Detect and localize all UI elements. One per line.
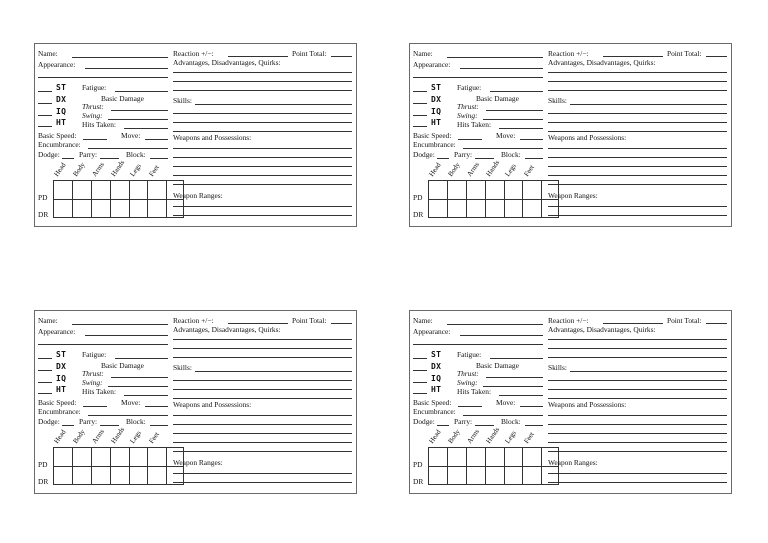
- weapons-line[interactable]: [173, 442, 352, 443]
- reaction-field[interactable]: [228, 56, 288, 57]
- hit-location-body: Body: [71, 160, 87, 178]
- weapon-ranges-line[interactable]: [548, 473, 727, 474]
- hit-location-arms: Arms: [90, 160, 106, 178]
- basic-speed-label: Basic Speed:: [413, 398, 452, 407]
- hit-location-head: Head: [52, 428, 68, 445]
- name-field[interactable]: [72, 57, 168, 58]
- dx-field[interactable]: [413, 103, 427, 104]
- hit-location-body: Body: [71, 427, 87, 445]
- reaction-field[interactable]: [603, 323, 663, 324]
- encumbrance-field[interactable]: [88, 148, 168, 149]
- encumbrance-field[interactable]: [463, 148, 543, 149]
- ht-field[interactable]: [413, 393, 427, 394]
- pd-label: PD: [38, 460, 48, 469]
- hits-taken-label: Hits Taken:: [457, 120, 492, 129]
- weapons-line[interactable]: [548, 175, 727, 176]
- hit-location-head: Head: [52, 161, 68, 178]
- weapons-label: Weapons and Possessions:: [173, 400, 252, 409]
- weapons-line[interactable]: [173, 175, 352, 176]
- point-total-field[interactable]: [331, 56, 352, 57]
- dodge-label: Dodge:: [413, 417, 435, 426]
- appearance-label: Appearance:: [38, 327, 76, 336]
- hits-taken-field[interactable]: [124, 395, 168, 396]
- weapons-line[interactable]: [548, 424, 727, 425]
- ht-label: HT: [431, 385, 442, 394]
- weapon-ranges-label: Weapon Ranges:: [173, 191, 223, 200]
- weapons-line[interactable]: [548, 166, 727, 167]
- reaction-label: Reaction +/−:: [548, 49, 589, 58]
- pd-label: PD: [413, 193, 423, 202]
- weapons-line[interactable]: [548, 184, 727, 185]
- advantages-line[interactable]: [173, 90, 352, 91]
- advantages-line[interactable]: [548, 90, 727, 91]
- iq-field[interactable]: [38, 115, 52, 116]
- basic-damage-label: Basic Damage: [101, 94, 144, 103]
- appearance-label: Appearance:: [413, 60, 451, 69]
- appearance-field[interactable]: [85, 68, 168, 69]
- weapons-line[interactable]: [548, 148, 727, 149]
- swing-label: Swing:: [457, 378, 478, 387]
- advantages-line[interactable]: [548, 339, 727, 340]
- hit-location-arms: Arms: [90, 427, 106, 445]
- weapons-line[interactable]: [173, 157, 352, 158]
- encumbrance-label: Encumbrance:: [413, 407, 456, 416]
- move-label: Move:: [496, 398, 516, 407]
- reaction-label: Reaction +/−:: [173, 49, 214, 58]
- basic-speed-label: Basic Speed:: [413, 131, 452, 140]
- weapon-ranges-line[interactable]: [173, 215, 352, 216]
- hits-taken-label: Hits Taken:: [82, 387, 117, 396]
- dodge-label: Dodge:: [38, 417, 60, 426]
- hits-taken-field[interactable]: [499, 395, 543, 396]
- weapon-ranges-line[interactable]: [173, 206, 352, 207]
- pd-label: PD: [38, 193, 48, 202]
- swing-label: Swing:: [82, 378, 103, 387]
- point-total-label: Point Total:: [292, 49, 327, 58]
- encumbrance-field[interactable]: [463, 415, 543, 416]
- fatigue-field[interactable]: [490, 91, 543, 92]
- dx-label: DX: [431, 95, 442, 104]
- parry-field[interactable]: [475, 425, 494, 426]
- parry-field[interactable]: [475, 158, 494, 159]
- armor-table[interactable]: [428, 180, 559, 218]
- reaction-label: Reaction +/−:: [173, 316, 214, 325]
- parry-label: Parry:: [79, 150, 98, 159]
- fatigue-label: Fatigue:: [82, 350, 107, 359]
- skills-line[interactable]: [173, 398, 352, 399]
- name-field[interactable]: [447, 57, 543, 58]
- weapons-line[interactable]: [173, 166, 352, 167]
- dx-field[interactable]: [413, 370, 427, 371]
- weapons-label: Weapons and Possessions:: [548, 400, 627, 409]
- iq-field[interactable]: [413, 382, 427, 383]
- block-label: Block:: [501, 417, 521, 426]
- fatigue-label: Fatigue:: [457, 350, 482, 359]
- skills-label: Skills:: [173, 363, 192, 372]
- parry-label: Parry:: [454, 417, 473, 426]
- name-field[interactable]: [447, 324, 543, 325]
- armor-table[interactable]: [428, 447, 559, 485]
- thrust-label: Thrust:: [82, 369, 104, 378]
- basic-speed-field[interactable]: [83, 139, 107, 140]
- skills-line[interactable]: [173, 389, 352, 390]
- skills-label: Skills:: [548, 363, 567, 372]
- encumbrance-field[interactable]: [88, 415, 168, 416]
- st-field[interactable]: [413, 91, 427, 92]
- iq-field[interactable]: [413, 115, 427, 116]
- advantages-label: Advantages, Disadvantages, Quirks:: [173, 325, 281, 334]
- appearance-label: Appearance:: [38, 60, 76, 69]
- point-total-label: Point Total:: [667, 49, 702, 58]
- parry-field[interactable]: [100, 158, 119, 159]
- skills-label: Skills:: [548, 96, 567, 105]
- hit-location-feet: Feet: [522, 430, 536, 445]
- hit-location-feet: Feet: [147, 163, 161, 178]
- ht-label: HT: [56, 118, 67, 127]
- skills-line[interactable]: [570, 371, 727, 372]
- basic-speed-field[interactable]: [83, 406, 107, 407]
- dodge-field[interactable]: [62, 425, 74, 426]
- appearance-label: Appearance:: [413, 327, 451, 336]
- weapons-line[interactable]: [173, 451, 352, 452]
- encumbrance-label: Encumbrance:: [38, 407, 81, 416]
- skills-line[interactable]: [548, 131, 727, 132]
- move-label: Move:: [496, 131, 516, 140]
- advantages-line[interactable]: [173, 357, 352, 358]
- point-total-field[interactable]: [331, 323, 352, 324]
- hit-location-head: Head: [427, 161, 443, 178]
- appearance-field-2[interactable]: [38, 77, 168, 78]
- character-card-2: [409, 43, 732, 227]
- st-label: ST: [56, 83, 67, 92]
- weapon-ranges-line[interactable]: [173, 482, 352, 483]
- fatigue-field[interactable]: [490, 358, 543, 359]
- thrust-label: Thrust:: [82, 102, 104, 111]
- advantages-line[interactable]: [173, 339, 352, 340]
- parry-label: Parry:: [454, 150, 473, 159]
- hits-taken-field[interactable]: [499, 128, 543, 129]
- character-card-1: [34, 43, 357, 227]
- reaction-label: Reaction +/−:: [548, 316, 589, 325]
- st-label: ST: [56, 350, 67, 359]
- hit-location-head: Head: [427, 428, 443, 445]
- ht-label: HT: [56, 385, 67, 394]
- hits-taken-label: Hits Taken:: [82, 120, 117, 129]
- block-label: Block:: [126, 417, 146, 426]
- basic-speed-label: Basic Speed:: [38, 398, 77, 407]
- weapons-line[interactable]: [548, 433, 727, 434]
- skills-line[interactable]: [548, 389, 727, 390]
- skills-line[interactable]: [570, 104, 727, 105]
- weapon-ranges-label: Weapon Ranges:: [173, 458, 223, 467]
- dr-label: DR: [38, 477, 49, 486]
- name-label: Name:: [38, 316, 58, 325]
- ht-field[interactable]: [413, 126, 427, 127]
- advantages-line[interactable]: [548, 81, 727, 82]
- hit-location-hands: Hands: [109, 158, 127, 178]
- name-label: Name:: [38, 49, 58, 58]
- fatigue-label: Fatigue:: [82, 83, 107, 92]
- basic-speed-field[interactable]: [458, 139, 482, 140]
- swing-field[interactable]: [483, 386, 543, 387]
- iq-label: IQ: [56, 374, 67, 383]
- weapons-line[interactable]: [548, 157, 727, 158]
- move-field[interactable]: [520, 406, 543, 407]
- dr-label: DR: [413, 210, 424, 219]
- weapons-line[interactable]: [548, 415, 727, 416]
- hit-location-arms: Arms: [465, 160, 481, 178]
- block-field[interactable]: [150, 158, 168, 159]
- fatigue-field[interactable]: [115, 91, 168, 92]
- iq-label: IQ: [431, 374, 442, 383]
- hit-location-hands: Hands: [484, 158, 502, 178]
- advantages-label: Advantages, Disadvantages, Quirks:: [548, 325, 656, 334]
- st-field[interactable]: [413, 358, 427, 359]
- block-field[interactable]: [150, 425, 168, 426]
- basic-speed-label: Basic Speed:: [38, 131, 77, 140]
- skills-line[interactable]: [548, 122, 727, 123]
- hit-location-arms: Arms: [465, 427, 481, 445]
- thrust-label: Thrust:: [457, 369, 479, 378]
- parry-field[interactable]: [100, 425, 119, 426]
- fatigue-label: Fatigue:: [457, 83, 482, 92]
- basic-speed-field[interactable]: [458, 406, 482, 407]
- hit-location-hands: Hands: [484, 425, 502, 445]
- point-total-label: Point Total:: [292, 316, 327, 325]
- hit-location-legs: Legs: [128, 162, 143, 178]
- weapons-label: Weapons and Possessions:: [173, 133, 252, 142]
- skills-line[interactable]: [195, 104, 352, 105]
- move-field[interactable]: [520, 139, 543, 140]
- iq-field[interactable]: [38, 382, 52, 383]
- basic-damage-label: Basic Damage: [476, 361, 519, 370]
- armor-table[interactable]: [53, 180, 184, 218]
- hit-location-feet: Feet: [147, 430, 161, 445]
- dodge-label: Dodge:: [38, 150, 60, 159]
- weapons-line[interactable]: [548, 451, 727, 452]
- hits-taken-label: Hits Taken:: [457, 387, 492, 396]
- appearance-field-2[interactable]: [413, 77, 543, 78]
- block-label: Block:: [126, 150, 146, 159]
- dodge-label: Dodge:: [413, 150, 435, 159]
- point-total-label: Point Total:: [667, 316, 702, 325]
- dr-label: DR: [413, 477, 424, 486]
- skills-line[interactable]: [173, 113, 352, 114]
- reaction-field[interactable]: [228, 323, 288, 324]
- name-field[interactable]: [72, 324, 168, 325]
- skills-line[interactable]: [548, 398, 727, 399]
- thrust-label: Thrust:: [457, 102, 479, 111]
- weapon-ranges-line[interactable]: [173, 473, 352, 474]
- advantages-line[interactable]: [548, 357, 727, 358]
- move-label: Move:: [121, 398, 141, 407]
- advantages-line[interactable]: [173, 81, 352, 82]
- swing-field[interactable]: [108, 386, 168, 387]
- weapons-line[interactable]: [173, 433, 352, 434]
- move-label: Move:: [121, 131, 141, 140]
- skills-line[interactable]: [173, 131, 352, 132]
- weapons-line[interactable]: [173, 184, 352, 185]
- st-label: ST: [431, 350, 442, 359]
- st-field[interactable]: [38, 91, 52, 92]
- skills-label: Skills:: [173, 96, 192, 105]
- hit-location-body: Body: [446, 427, 462, 445]
- hit-location-hands: Hands: [109, 425, 127, 445]
- swing-label: Swing:: [82, 111, 103, 120]
- iq-label: IQ: [431, 107, 442, 116]
- skills-line[interactable]: [548, 113, 727, 114]
- advantages-label: Advantages, Disadvantages, Quirks:: [548, 58, 656, 67]
- st-field[interactable]: [38, 358, 52, 359]
- reaction-field[interactable]: [603, 56, 663, 57]
- pd-label: PD: [413, 460, 423, 469]
- appearance-field[interactable]: [460, 335, 543, 336]
- skills-line[interactable]: [173, 380, 352, 381]
- swing-field[interactable]: [483, 119, 543, 120]
- dodge-field[interactable]: [437, 425, 449, 426]
- weapon-ranges-label: Weapon Ranges:: [548, 458, 598, 467]
- appearance-field-2[interactable]: [413, 344, 543, 345]
- block-label: Block:: [501, 150, 521, 159]
- skills-line[interactable]: [195, 371, 352, 372]
- hit-location-legs: Legs: [503, 429, 518, 445]
- parry-label: Parry:: [79, 417, 98, 426]
- iq-label: IQ: [56, 107, 67, 116]
- st-label: ST: [431, 83, 442, 92]
- point-total-field[interactable]: [706, 323, 727, 324]
- name-label: Name:: [413, 49, 433, 58]
- weapon-ranges-line[interactable]: [548, 482, 727, 483]
- weapons-label: Weapons and Possessions:: [548, 133, 627, 142]
- thrust-field[interactable]: [486, 377, 543, 378]
- encumbrance-label: Encumbrance:: [38, 140, 81, 149]
- move-field[interactable]: [145, 139, 168, 140]
- basic-damage-label: Basic Damage: [476, 94, 519, 103]
- thrust-field[interactable]: [486, 110, 543, 111]
- dodge-field[interactable]: [437, 158, 449, 159]
- weapons-line[interactable]: [173, 415, 352, 416]
- hits-taken-field[interactable]: [124, 128, 168, 129]
- fatigue-field[interactable]: [115, 358, 168, 359]
- dodge-field[interactable]: [62, 158, 74, 159]
- skills-line[interactable]: [173, 122, 352, 123]
- armor-table[interactable]: [53, 447, 184, 485]
- weapon-ranges-line[interactable]: [548, 206, 727, 207]
- move-field[interactable]: [145, 406, 168, 407]
- ht-field[interactable]: [38, 126, 52, 127]
- advantages-line[interactable]: [548, 348, 727, 349]
- weapons-line[interactable]: [548, 442, 727, 443]
- ht-field[interactable]: [38, 393, 52, 394]
- advantages-line[interactable]: [173, 72, 352, 73]
- point-total-field[interactable]: [706, 56, 727, 57]
- name-label: Name:: [413, 316, 433, 325]
- encumbrance-label: Encumbrance:: [413, 140, 456, 149]
- hit-location-feet: Feet: [522, 163, 536, 178]
- block-field[interactable]: [525, 158, 543, 159]
- advantages-line[interactable]: [548, 72, 727, 73]
- hit-location-legs: Legs: [128, 429, 143, 445]
- weapons-line[interactable]: [173, 148, 352, 149]
- dx-label: DX: [56, 362, 67, 371]
- swing-label: Swing:: [457, 111, 478, 120]
- character-card-3: [34, 310, 357, 494]
- advantages-line[interactable]: [173, 348, 352, 349]
- ht-label: HT: [431, 118, 442, 127]
- swing-field[interactable]: [108, 119, 168, 120]
- skills-line[interactable]: [548, 380, 727, 381]
- appearance-field-2[interactable]: [38, 344, 168, 345]
- hit-location-body: Body: [446, 160, 462, 178]
- dx-label: DX: [56, 95, 67, 104]
- dx-field[interactable]: [38, 370, 52, 371]
- weapon-ranges-line[interactable]: [548, 215, 727, 216]
- dx-label: DX: [431, 362, 442, 371]
- appearance-field[interactable]: [85, 335, 168, 336]
- advantages-label: Advantages, Disadvantages, Quirks:: [173, 58, 281, 67]
- dx-field[interactable]: [38, 103, 52, 104]
- dr-label: DR: [38, 210, 49, 219]
- character-card-4: [409, 310, 732, 494]
- weapons-line[interactable]: [173, 424, 352, 425]
- appearance-field[interactable]: [460, 68, 543, 69]
- block-field[interactable]: [525, 425, 543, 426]
- thrust-field[interactable]: [111, 377, 168, 378]
- thrust-field[interactable]: [111, 110, 168, 111]
- hit-location-legs: Legs: [503, 162, 518, 178]
- basic-damage-label: Basic Damage: [101, 361, 144, 370]
- weapon-ranges-label: Weapon Ranges:: [548, 191, 598, 200]
